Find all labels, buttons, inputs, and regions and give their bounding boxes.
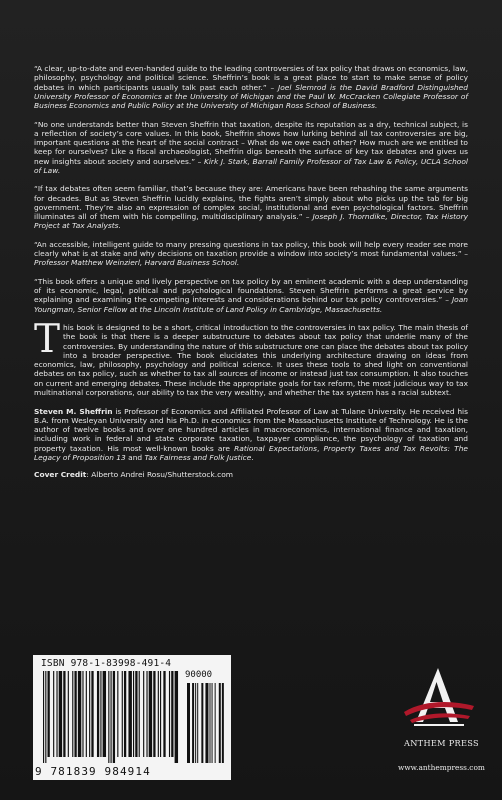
barcode-addon-bar — [187, 683, 190, 763]
cover-credit — [34, 470, 468, 479]
barcode-bar — [74, 671, 76, 757]
quote-text: “No one understands better than Steven Sheffrin that taxation, despite its reputation as a dry, technical subject, is a reflection of society’s core values. In this book, Sheffrin shows how lurking behind all tax controversies are big, important questions at the heart of the social contract – What do we owe each other? How much are we entitled to keep for ourselves? Like a fiscal archaeologist, Sheffrin digs beneath the surface of key tax debates and gives us new insights about society and ourselves.” – — [34, 119, 468, 166]
barcode-digits: 9 781839 984914 — [35, 765, 151, 778]
barcode-bar — [89, 671, 90, 757]
endorsement-quote-2 — [34, 120, 468, 176]
quote-attribution: Professor Matthew Weinzierl, Harvard Business School. — [34, 258, 240, 268]
publisher-url: www.anthempress.com — [398, 763, 485, 772]
barcode-bar — [103, 671, 106, 757]
barcode-bar — [72, 671, 73, 757]
bio-text: is Professor of Economics and Affiliated Professor of Law at Tulane University. He received his B.A. from Wesleyan University and his Ph.D. in economics from the Massachusetts Institute of Technology. He is the author of twelve books and over one hundred articles in macroeconomics, international finance and taxation, including work in federal and state corporate taxation, taxpayer compliance, the psychology of taxation and property taxation. His most well-known books are — [34, 406, 468, 453]
barcode-addon-bar — [210, 683, 211, 763]
back-cover-text — [34, 64, 468, 487]
barcode-bar — [149, 671, 152, 757]
barcode-bar — [175, 671, 178, 763]
barcode-bar — [163, 671, 165, 757]
barcode-bar — [45, 671, 46, 763]
barcode-bar — [158, 671, 159, 757]
barcode-bar — [133, 671, 134, 757]
barcode-addon-bar — [195, 683, 196, 763]
barcode-bar — [56, 671, 57, 757]
author-bio — [34, 407, 468, 463]
barcode-bar — [100, 671, 101, 757]
endorsement-quote-4 — [34, 240, 468, 268]
barcode-bar — [53, 671, 54, 757]
barcode-bar — [169, 671, 170, 757]
publisher-name: ANTHEM PRESS — [404, 738, 479, 748]
quote-text: “If tax debates often seem familiar, that’s because they are: Americans have been rehashing the same arguments for decades. But as Steven Sheffrin lucidly explains, the fights aren’t simply about who picks up the tab for big government. They’re also an expression of complex social, institutional and even psychological factors. Sheffrin illuminates all of them with his compelling, multidisciplinary analysis.” – — [34, 184, 468, 222]
barcode-bar — [63, 671, 65, 757]
barcode-addon-bar — [212, 683, 213, 763]
cover-credit-label: Cover Credit — [34, 470, 87, 480]
barcode-addon-bar — [222, 683, 224, 763]
separator: . — [251, 452, 254, 462]
book-title-2: Property Taxes and Tax Revolts: The Legacy of Proposition 13 — [34, 443, 468, 462]
barcode-bar — [124, 671, 126, 757]
book-title-3: Tax Fairness and Folk Justice — [144, 452, 252, 462]
barcode-bar — [111, 671, 112, 763]
barcode-addon-bar — [205, 683, 208, 763]
description-text: his book is designed to be a short, critical introduction to the controversies in tax policy. The main thesis of the book is that there is a deeper substructure to debates about tax policy that underlie many of the controversies. By understanding the nature of this substructure one can place the debates about tax policy into a broader perspective. The book elucidates this underlying architecture drawing on ideas from economics, law, philosophy, psychology and political science. It uses these tools to shed light on conventional debates on tax policy, such as whether to tax all sources of income or instead just tax consumption. It also touches on current and emerging debates. These include the appropriate goals for tax reform, the most judicious way to tax multinational corporations, our ability to tax the very wealthy, and whether the tax system has a racial subtext. — [34, 323, 468, 397]
separator: and — [125, 452, 145, 462]
quote-attribution: Kirk J. Stark, Barrall Family Professor of Tax Law & Policy, UCLA School of Law. — [34, 156, 468, 175]
barcode-bar — [128, 671, 131, 757]
barcode-bar — [59, 671, 62, 757]
isbn-barcode — [33, 655, 231, 780]
barcode-bar — [153, 671, 155, 757]
endorsement-quote-3 — [34, 184, 468, 230]
barcode-bar — [139, 671, 140, 757]
quote-text: “This book offers a unique and lively perspective on tax policy by an eminent academic with a deep understanding of its economic, legal, political and psychological foundations. Steven Sheffrin performs a great service by explaining and examining the competing interests and considerations behind our tax policy controversies.” – — [34, 276, 468, 305]
separator: , — [317, 443, 324, 453]
barcode-bar — [78, 671, 81, 757]
cover-credit-value: : Alberto Andrei Rosu/Shutterstock.com — [86, 470, 234, 480]
barcode-addon-bar — [192, 683, 194, 763]
barcode-bar — [135, 671, 137, 757]
barcode-bar — [122, 671, 123, 757]
barcode-bar — [143, 671, 144, 757]
endorsement-quote-1 — [34, 64, 468, 110]
barcode-addon-bar — [197, 683, 198, 763]
barcode-addon-bar — [201, 683, 203, 763]
quote-attribution: Joan Youngman, Senior Fellow at the Lincoln Institute of Land Policy in Cambridge, Massachusetts. — [34, 295, 468, 314]
barcode-bar — [113, 671, 115, 763]
quote-text: “A clear, up-to-date and even-handed guide to the leading controversies of tax policy that draws on economics, law, philosophy, psychology and political science. Sheffrin’s book is a great place to start to make sense of policy debates in which participants usually talk past each other.” – — [34, 64, 468, 92]
barcode-bar — [82, 671, 83, 757]
barcode-bar — [160, 671, 161, 757]
book-description — [34, 317, 468, 397]
quote-attribution: Joel Slemrod is the David Bradford Distinguished University Professor of Economics at the University of Michigan and the Paul W. McCracken Collegiate Professor of Business Economics and Public Policy at the University of Michigan Ross School of Business. — [34, 82, 468, 110]
barcode-bar — [146, 671, 147, 757]
author-name: Steven M. Sheffrin — [34, 406, 113, 416]
barcode-bar — [68, 671, 69, 757]
barcode-addon-digits: 90000 — [185, 670, 213, 680]
barcode-bar — [97, 671, 99, 757]
barcode-bar — [86, 671, 87, 757]
barcode-bar — [91, 671, 93, 757]
drop-cap: T — [34, 317, 61, 363]
endorsement-quote-5 — [34, 277, 468, 314]
barcode-bar — [117, 671, 118, 757]
quote-attribution: Joseph J. Thorndike, Director, Tax History Project at Tax Analysts. — [34, 212, 468, 231]
quote-text: “An accessible, intelligent guide to many pressing questions in tax policy, this book will help every reader see more clearly what is at stake and why decisions on taxation provide a window into society’s most fundamental values.” – — [34, 239, 468, 259]
barcode-addon-bar — [215, 683, 216, 763]
book-title-1: Rational Expectations — [234, 443, 317, 453]
barcode-bar — [43, 671, 44, 763]
barcode-bars — [41, 671, 227, 765]
barcode-bar — [171, 671, 173, 757]
barcode-addon-bar — [219, 683, 221, 763]
isbn-label: ISBN 978-1-83998-491-4 — [41, 658, 172, 669]
barcode-bar — [108, 671, 109, 763]
barcode-bar — [48, 671, 50, 757]
